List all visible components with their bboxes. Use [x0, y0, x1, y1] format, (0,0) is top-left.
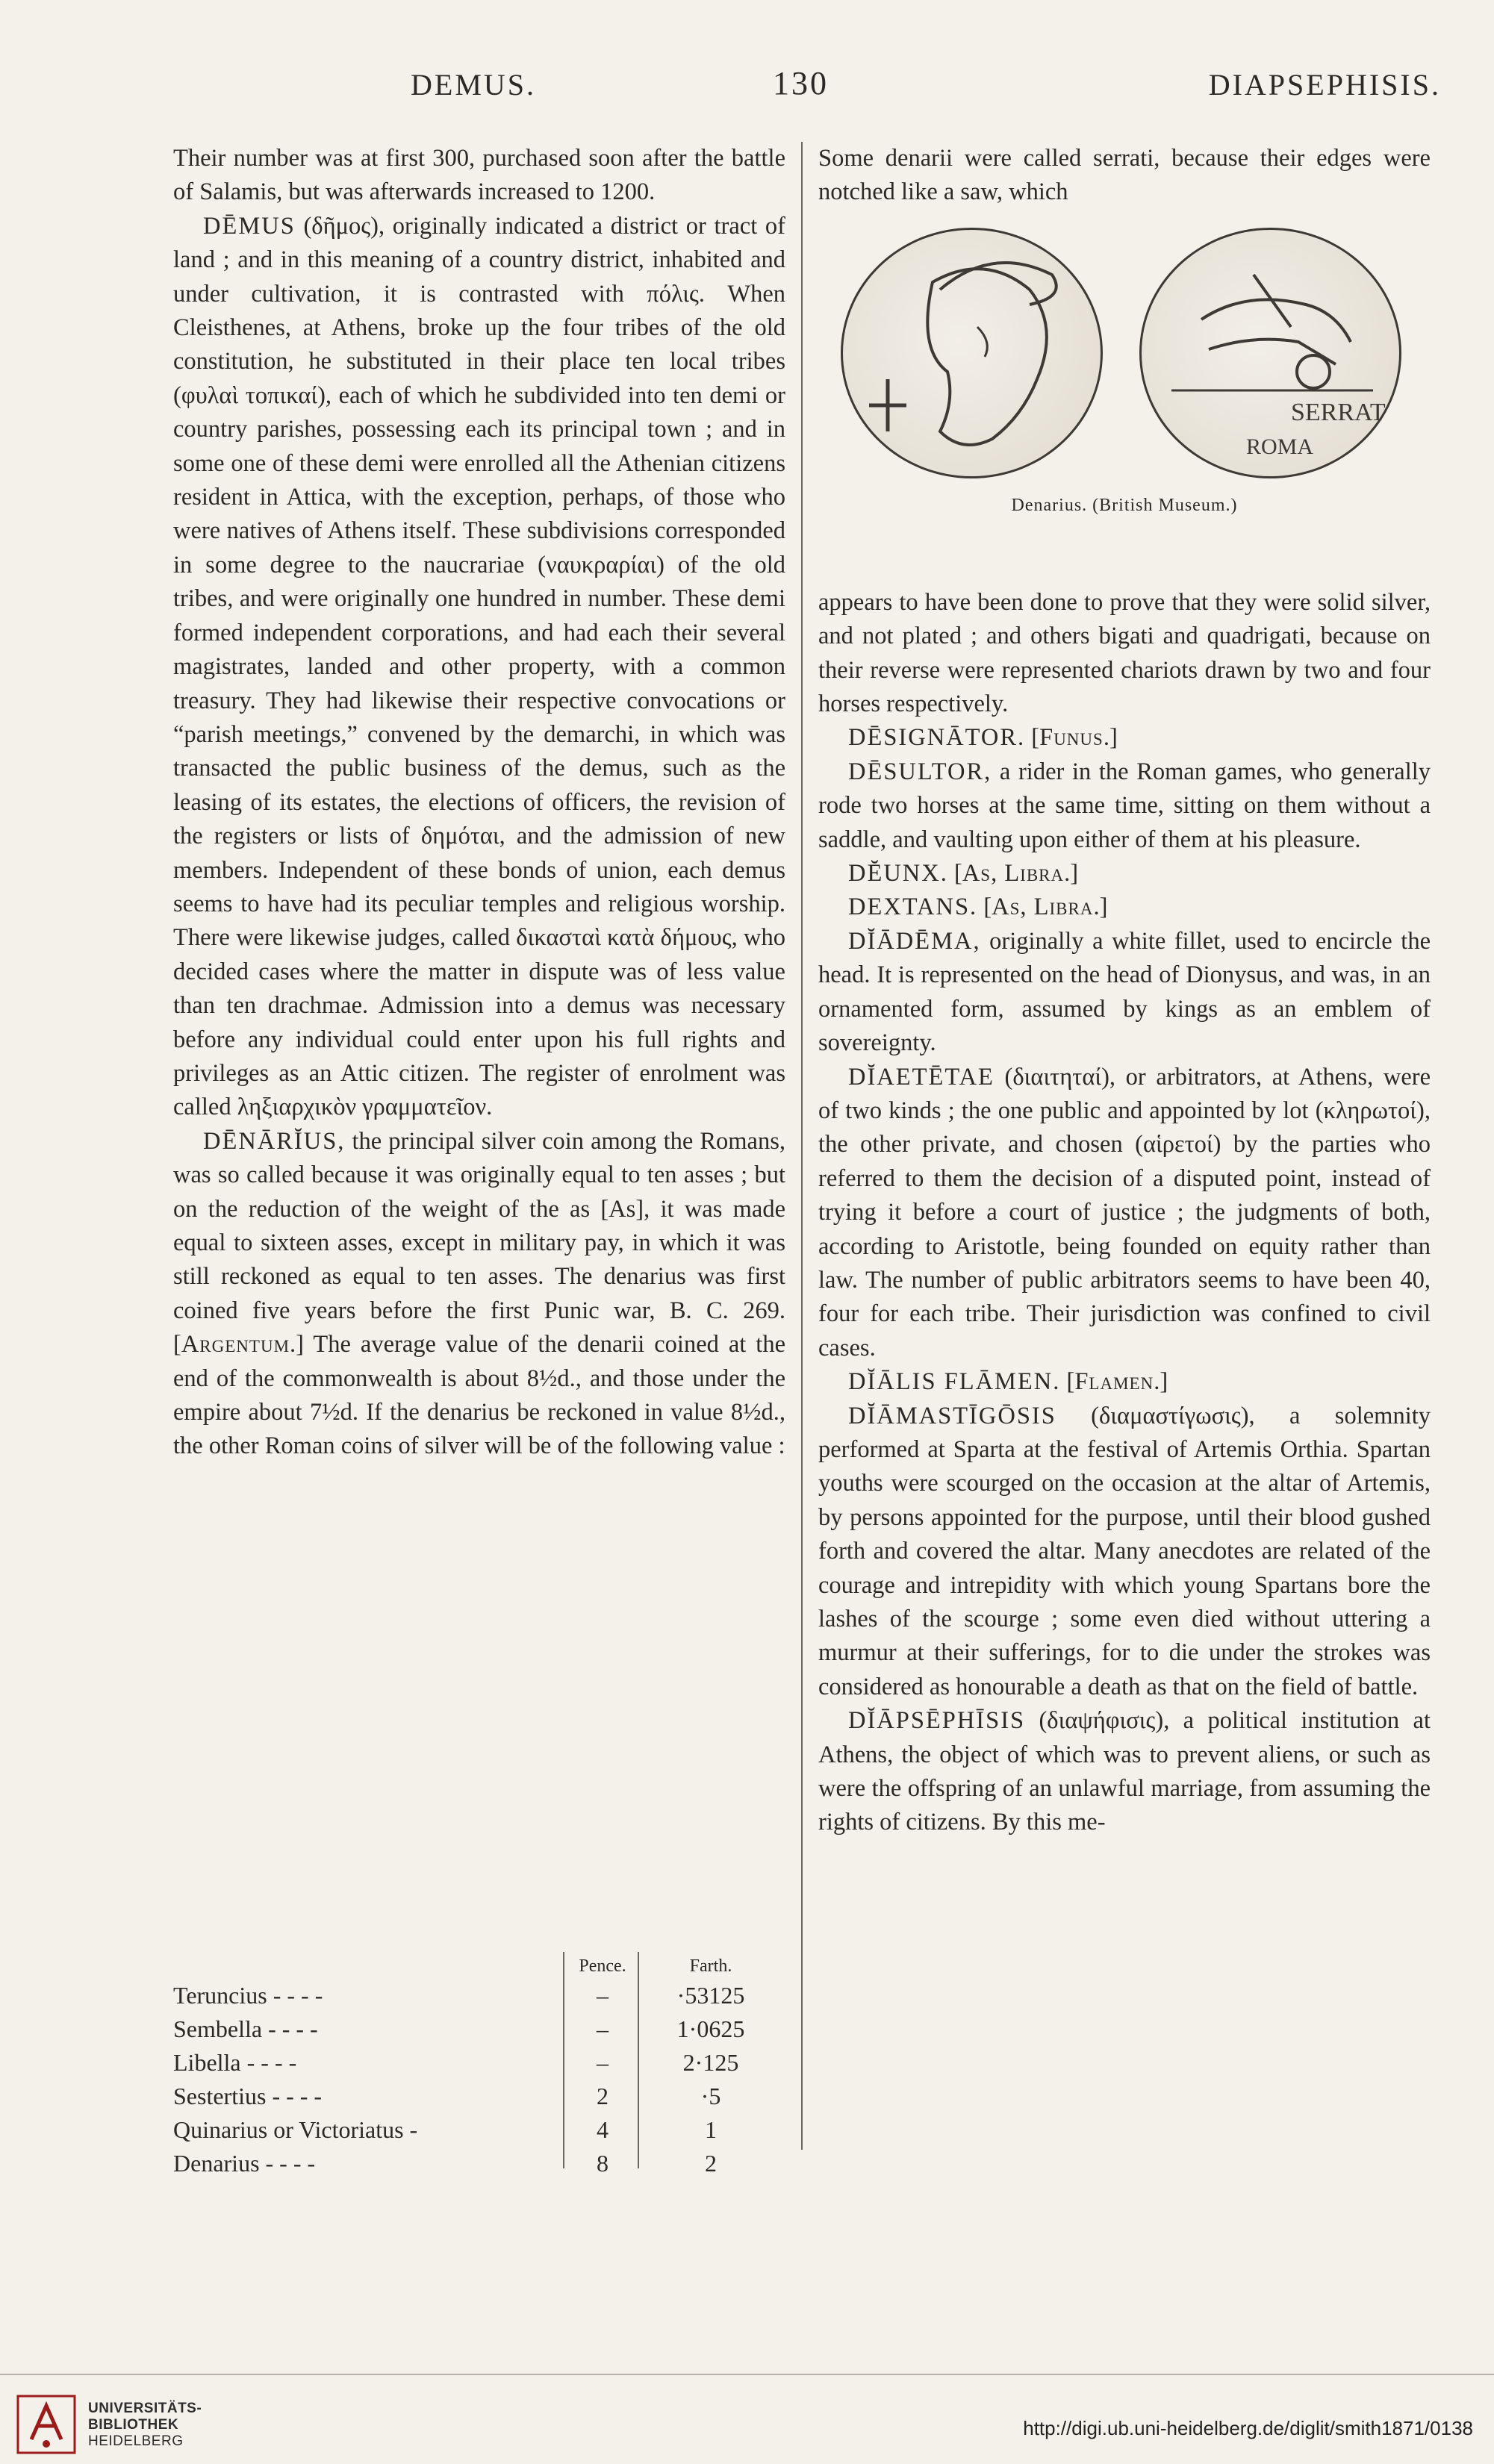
- cross-reference-link[interactable]: Funus: [1039, 724, 1104, 752]
- farthing-value: 2·125: [682, 2049, 739, 2076]
- column-header-pence: Pence.: [579, 1956, 626, 1976]
- entry-diaetetae: [818, 1061, 1431, 1366]
- column-divider: [801, 142, 803, 2150]
- entry-dialis-flamen: DĬĀLIS FLĀMEN. [Flamen.]: [848, 1368, 1168, 1396]
- entry-desultor: [818, 755, 1431, 857]
- institution-line: BIBLIOTHEK: [88, 2417, 179, 2433]
- cross-reference-link[interactable]: Argentum: [181, 1331, 290, 1359]
- entry-diapsephisis: [818, 1704, 1431, 1840]
- pence-value: 2: [597, 2083, 609, 2109]
- entry-head: DĬĀLIS FLĀMEN.: [848, 1368, 1061, 1396]
- entry-body: the principal silver coin among the Romans, was so called because it was originally equal to ten asses ; but on the reduction of the weight of the as [As], it was made equal to sixteen asses, except in military pay, in which it was still reckoned as equal to ten asses. The denarius was first coined five years before the first Punic war, B. C. 269. [: [173, 1127, 785, 1359]
- coin-obverse-image: [841, 228, 1103, 478]
- university-seal-icon: [16, 2395, 76, 2454]
- entry-body: (διαιτηταί), or arbitrators, at Athens, were of two kinds ; the one public and appointed by lot (κληρωτοί), the other private, and chosen (αἱρετοί) by the parties who referred to them the decision of a disputed point, instead of trying it before a court of justice ; the judgments of both, according to Aristotle, being founded on equity rather than law. The number of public arbitrators seems to have been 40, four for each tribe. Their jurisdiction was confined to civil cases.: [818, 1063, 1431, 1362]
- coin-name: Libella - - - -: [173, 2049, 297, 2076]
- cross-reference-link[interactable]: As, Libra: [992, 893, 1094, 921]
- entry-head: DĬĀDĒMA,: [848, 927, 981, 955]
- library-footer: [0, 2374, 1494, 2464]
- entry-demus: [173, 210, 785, 1125]
- table-row: [173, 2150, 785, 2183]
- page-number: 130: [773, 65, 829, 102]
- column-header-farthings: Farth.: [689, 1956, 732, 1976]
- coin-legend: SERRAT: [1291, 398, 1386, 426]
- permalink-url[interactable]: http://digi.ub.uni-heidelberg.de/diglit/smith1871/0138: [1023, 2417, 1473, 2439]
- entry-body: (διαψήφισις), a political institution at Athens, the object of which was to prevent aliens, or such as were the offspring of an unlawful marriage, from assuming the rights of citizens. By this me-: [818, 1707, 1431, 1836]
- entry-body: a rider in the Roman games, who generally rode two horses at the same time, sitting on them without a saddle, and vaulting upon either of them at his pleasure.: [818, 758, 1431, 853]
- entry-head: DĒNĀRĬUS,: [203, 1127, 346, 1155]
- entry-dextans: DEXTANS. [As, Libra.]: [848, 893, 1108, 921]
- farthing-value: ·5: [700, 2083, 721, 2109]
- pence-value: –: [597, 2015, 609, 2042]
- entry-denarius: [173, 1125, 785, 1464]
- table-row: [173, 2049, 785, 2083]
- entry-head: DĬĀMASTĪGŌSIS: [848, 1402, 1056, 1429]
- coin-name: Denarius - - - -: [173, 2150, 316, 2177]
- entry-body: .] The average value of the denarii coined at the end of the commonwealth is about 8½d., and those under the empire about 7½d. If the denarius be reckoned in value 8½d., the other Roman coins of silver will be of the following value :: [173, 1331, 785, 1460]
- pence-value: 8: [597, 2150, 609, 2177]
- table-row: [173, 2083, 785, 2116]
- cross-reference-link[interactable]: As, Libra: [962, 860, 1065, 888]
- table-row: [173, 2116, 785, 2150]
- coin-name: Teruncius - - - -: [173, 1982, 323, 2009]
- figure-caption: Denarius. (British Museum.): [1011, 495, 1238, 515]
- entry-head: DĔUNX.: [848, 860, 948, 888]
- helmeted-head-icon: [843, 230, 1101, 476]
- header-left-word: DEMUS.: [411, 68, 537, 102]
- entry-body: (διαμαστίγωσις), a solemnity performed at Sparta at the festival of Artemis Orthia. Spartan youths were scourged on the occasion at the altar of Artemis, by persons appointed for the purpose, until their blood gushed forth and covered the altar. Many anecdotes are related of the courage and intrepidity with which young Spartans bore the lashes of the scourge ; some even died without uttering a murmur at their sufferings, for to die under the strokes was considered as honourable a death as that on the field of battle.: [818, 1402, 1431, 1700]
- entry-head: DĒMUS: [203, 212, 296, 240]
- table-row: [173, 1982, 785, 2015]
- coin-legend: ROMA: [1246, 434, 1314, 459]
- entry-deunx: DĔUNX. [As, Libra.]: [848, 860, 1079, 888]
- pence-value: –: [597, 1982, 609, 2009]
- table-row: [173, 2015, 785, 2049]
- entry-diadema: [818, 925, 1431, 1061]
- entry-head: DĬAETĒTAE: [848, 1063, 995, 1091]
- paragraph-continuation: Their number was at first 300, purchased soon after the battle of Salamis, but was afterwards increased to 1200.: [173, 145, 785, 206]
- entry-body: originally a white fillet, used to encircle the head. It is represented on the head of Dionysus, and was, in an ornamented form, assumed by kings as an emblem of sovereignty.: [818, 927, 1431, 1057]
- institution-line: UNIVERSITÄTS-: [88, 2401, 202, 2416]
- entry-head: DĬĀPSĒPHĪSIS: [848, 1707, 1026, 1735]
- running-header: [172, 67, 1448, 112]
- coin-figure: [818, 220, 1431, 578]
- paragraph-continuation: appears to have been done to prove that they were solid silver, and not plated ; and others bigati and quadrigati, because on their reverse were represented chariots drawn by two and four horses respectively.: [818, 588, 1431, 718]
- entry-head: DĒSIGNĀTOR.: [848, 724, 1026, 752]
- coin-value-table: [173, 1952, 785, 2183]
- farthing-value: 2: [705, 2150, 717, 2177]
- institution-line: HEIDELBERG: [88, 2433, 184, 2449]
- entry-head: DĒSULTOR,: [848, 758, 992, 785]
- entry-head: DEXTANS.: [848, 893, 978, 921]
- table-header: [173, 1952, 785, 1982]
- institution-name: [88, 2401, 202, 2450]
- farthing-value: ·53125: [676, 1982, 745, 2009]
- entry-diamastigosis: [818, 1400, 1431, 1705]
- coin-name: Sestertius - - - -: [173, 2083, 323, 2109]
- cross-reference-link[interactable]: Flamen: [1074, 1368, 1154, 1396]
- coin-name: Sembella - - - -: [173, 2015, 318, 2042]
- coin-name: Quinarius or Victoriatus -: [173, 2116, 418, 2143]
- paragraph-intro: Some denarii were called serrati, because their edges were notched like a saw, which: [818, 145, 1431, 206]
- farthing-value: 1: [705, 2116, 717, 2143]
- entry-designator: DĒSIGNĀTOR. [Funus.]: [848, 724, 1118, 752]
- entry-body: (δῆμος), originally indicated a district or tract of land ; and in this meaning of a country district, inhabited and under cultivation, it is contrasted with πόλις. When Cleisthenes, at Athens, broke up the four tribes of the old constitution, he substituted in their place ten local tribes (φυλαὶ τοπικαί), each of which he subdivided into ten demi or country parishes, possessing each its principal town ; and in some one of these demi were enrolled all the Athenian citizens resident in Attica, with the exception, perhaps, of those who were natives of Athens itself. These subdivisions corresponded in some degree to the naucrariae (ναυκραρίαι) of the old tribes, and were originally one hundred in number. These demi formed independent corporations, and had each their several magistrates, landed and other property, with a common treasury. They had likewise their respective convocations or “parish meetings,” convened by the demarchi, in which was transacted the public business of the demus, such as the leasing of its estates, the elections of officers, the revision of the registers or lists of δημόται, and the admission of new members. Independent of these bonds of union, each demus seems to have had its peculiar temples and religious worship. There were likewise judges, called δικασταὶ κατὰ δήμους, who decided cases where the matter in dispute was of less value than ten drachmae. Admission into a demus was necessary before any individual could enter upon his full rights and privileges as an Attic citizen. The register of enrolment was called ληξιαρχικὸν γραμματεῖον.: [173, 212, 786, 1121]
- farthing-value: 1·0625: [676, 2015, 745, 2042]
- right-column: [818, 142, 1431, 1840]
- pence-value: 4: [597, 2116, 609, 2143]
- footer-rule: [0, 2374, 1494, 2375]
- coin-reverse-image: [1139, 228, 1401, 478]
- pence-value: –: [597, 2049, 609, 2076]
- left-column: [173, 142, 785, 1464]
- header-right-word: DIAPSEPHISIS.: [1208, 68, 1441, 102]
- chariot-icon: [1142, 230, 1399, 476]
